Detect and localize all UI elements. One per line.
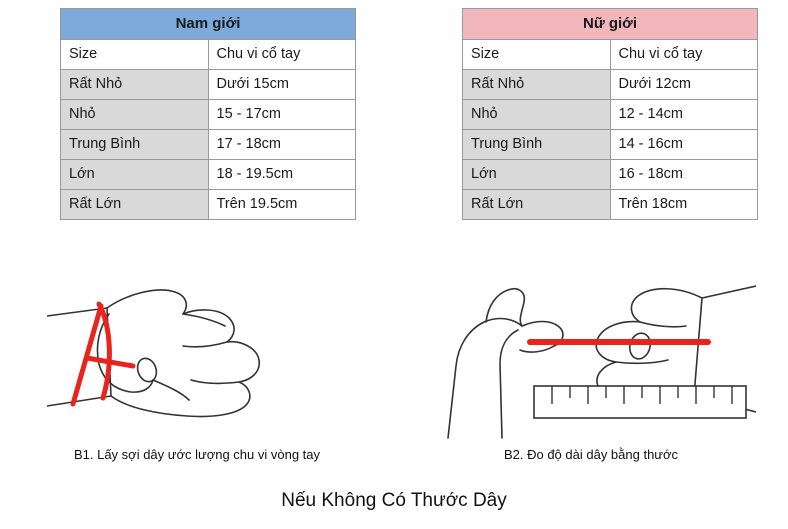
- cell-size-value: 17 - 18cm: [208, 130, 356, 160]
- figure-caption-step2: B2. Đo độ dài dây bằng thước: [503, 447, 679, 462]
- cell-size-label: Nhỏ: [61, 100, 209, 130]
- cell-size-value: Dưới 12cm: [610, 70, 758, 100]
- table-row: [61, 160, 356, 190]
- table-row: [463, 100, 758, 130]
- table-row: [463, 160, 758, 190]
- column-header-size: Size: [61, 40, 209, 70]
- figure-caption-step1: B1. Lấy sợi dây ước lượng chu vi vòng tay: [73, 447, 321, 462]
- cell-size-value: Trên 18cm: [610, 190, 758, 220]
- footer-note: Nếu Không Có Thước Dây: [281, 490, 507, 511]
- table-title-female: Nữ giới: [463, 9, 758, 40]
- size-table-female: [462, 8, 758, 220]
- hand-with-ruler-icon: [426, 246, 756, 441]
- cell-size-value: 12 - 14cm: [610, 100, 758, 130]
- table-header-row: [61, 40, 356, 70]
- table-row: [61, 70, 356, 100]
- cell-size-value: Dưới 15cm: [208, 70, 356, 100]
- cell-size-label: Nhỏ: [463, 100, 611, 130]
- table-title-row: [463, 9, 758, 40]
- cell-size-label: Rất Nhỏ: [463, 70, 611, 100]
- table-row: [463, 190, 758, 220]
- table-row: [463, 130, 758, 160]
- hand-with-string-icon: [47, 246, 347, 441]
- cell-size-label: Rất Nhỏ: [61, 70, 209, 100]
- cell-size-value: 15 - 17cm: [208, 100, 356, 130]
- cell-size-label: Lớn: [463, 160, 611, 190]
- table-title-row: [61, 9, 356, 40]
- size-table-male: [60, 8, 356, 220]
- ruler-icon: [534, 386, 746, 418]
- table-row: [61, 130, 356, 160]
- table-header-row: [463, 40, 758, 70]
- table-row: [61, 100, 356, 130]
- cell-size-label: Rất Lớn: [61, 190, 209, 220]
- size-tables-container: [0, 0, 788, 220]
- figure-step1: [0, 246, 394, 462]
- cell-size-label: Rất Lớn: [463, 190, 611, 220]
- figure-step2: [394, 246, 788, 462]
- cell-size-value: Trên 19.5cm: [208, 190, 356, 220]
- table-row: [61, 190, 356, 220]
- cell-size-value: 18 - 19.5cm: [208, 160, 356, 190]
- table-row: [463, 70, 758, 100]
- cell-size-value: 16 - 18cm: [610, 160, 758, 190]
- table-title-male: Nam giới: [61, 9, 356, 40]
- cell-size-label: Trung Bình: [463, 130, 611, 160]
- cell-size-value: 14 - 16cm: [610, 130, 758, 160]
- illustrations-container: [0, 246, 788, 476]
- column-header-size: Size: [463, 40, 611, 70]
- column-header-circumference: Chu vi cổ tay: [208, 40, 356, 70]
- cell-size-label: Lớn: [61, 160, 209, 190]
- column-header-circumference: Chu vi cổ tay: [610, 40, 758, 70]
- cell-size-label: Trung Bình: [61, 130, 209, 160]
